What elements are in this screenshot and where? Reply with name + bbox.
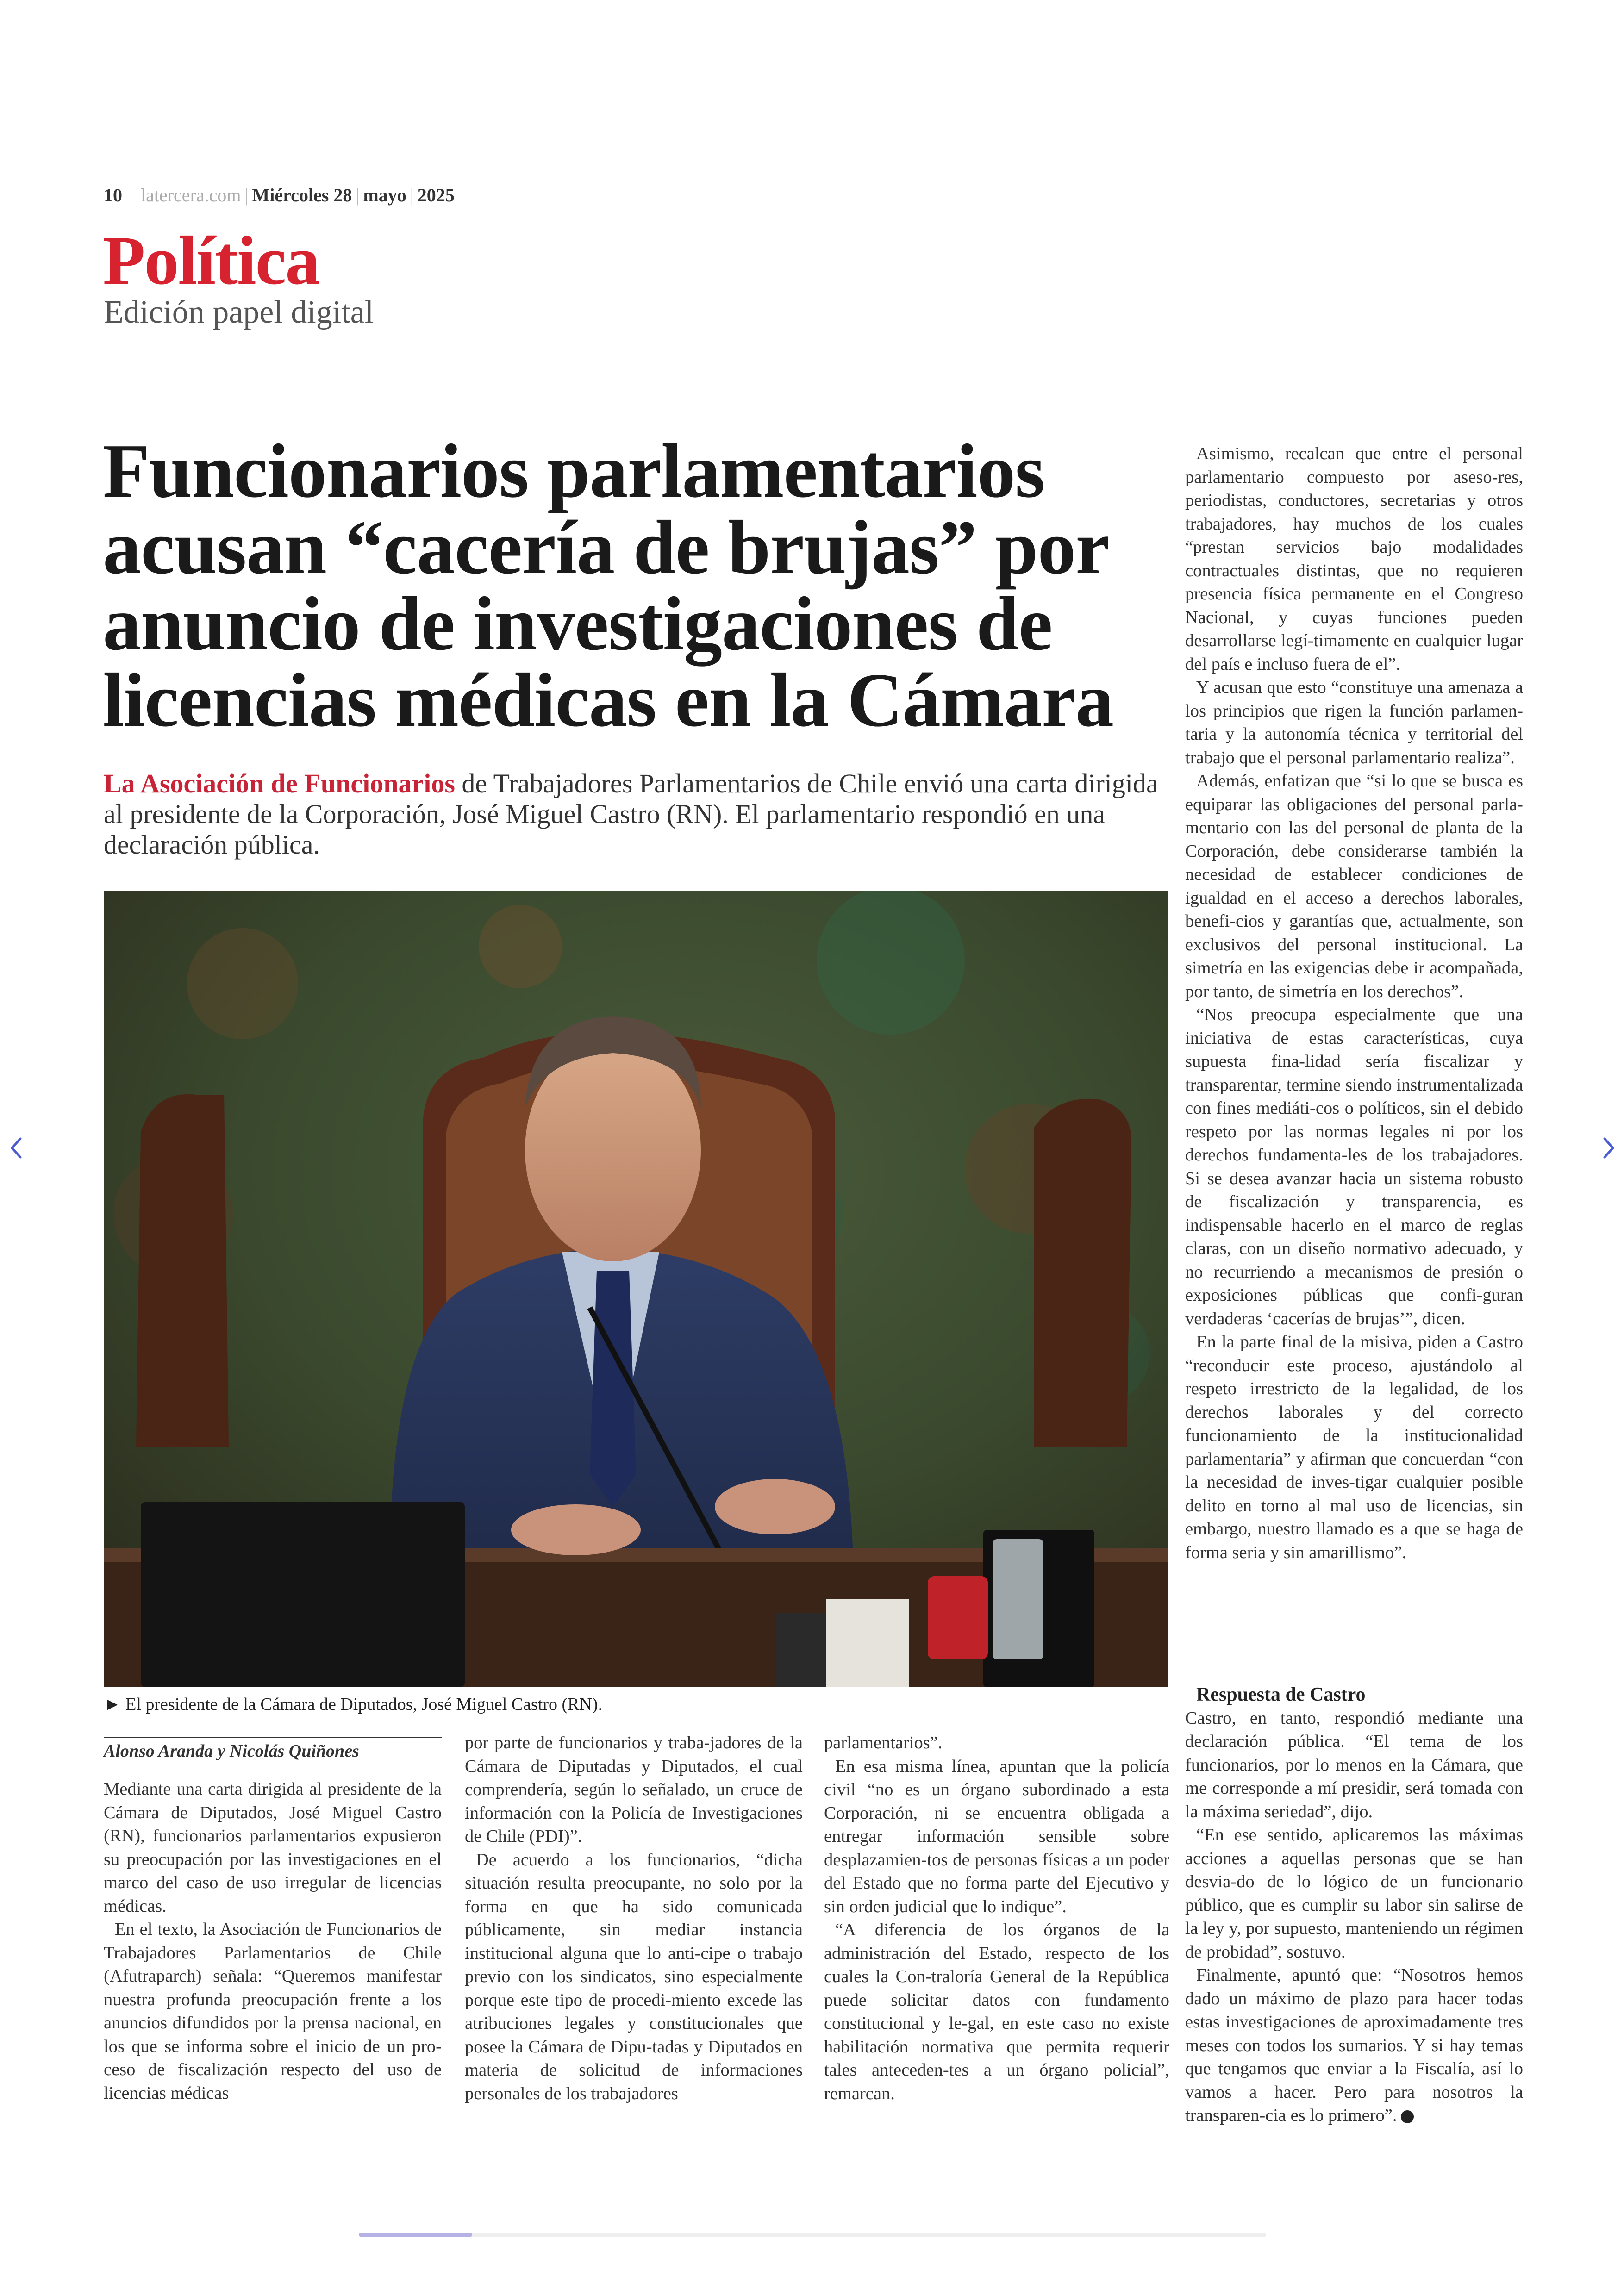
subhead: Respuesta de Castro bbox=[1196, 1684, 1366, 1705]
paragraph: parlamentarios”. bbox=[824, 1733, 943, 1752]
paragraph bbox=[1185, 1964, 1523, 2127]
end-mark-icon bbox=[1401, 2110, 1414, 2123]
photo-illustration bbox=[104, 891, 1168, 1687]
paragraph: En el texto, la Asociación de Funcionarios de Trabajadores Parlamentarios de Chile (Afutraparch) señala: “Queremos manifestar nuestra profunda preocupación frente a los anuncios difundidos por la prensa nacional, en los que se informa sobre el inicio de un pro-ceso de fiscalización respecto del uso de licencias médicas bbox=[104, 1920, 442, 2103]
page-scroll-track[interactable] bbox=[359, 2233, 1266, 2237]
page-scroll-thumb[interactable] bbox=[359, 2233, 472, 2237]
article-photo bbox=[104, 891, 1168, 1687]
section-title: Política bbox=[103, 222, 319, 299]
paragraph: Castro, en tanto, respondió mediante una declaración pública. “El tema de los funcionarios, por lo menos en la Cámara, que me corresponde a mí presidir, será tomada con la máxima seriedad”, dijo. bbox=[1185, 1708, 1523, 1821]
article-column-4 bbox=[1185, 442, 1523, 1564]
article-headline: Funcionarios parlamentarios acusan “cacería de brujas” por anuncio de investigaciones de licencias médicas en la Cámara bbox=[103, 428, 1113, 742]
page-number: 10 bbox=[104, 185, 122, 206]
photo-caption: ► El presidente de la Cámara de Diputados, José Miguel Castro (RN). bbox=[104, 1695, 603, 1714]
page-header: 10 latercera.com | Miércoles 28 | mayo | 2025 bbox=[104, 185, 455, 206]
article-lede bbox=[104, 768, 1182, 860]
chevron-left-icon bbox=[7, 1134, 26, 1162]
paragraph: Y acusan que esto “constituye una amenaza a los principios que rigen la función parlamen-taria y la autonomía técnica y territorial del trabajo que el personal parlamentario realiza”. bbox=[1185, 678, 1523, 767]
site-name: latercera.com bbox=[141, 185, 241, 206]
paragraph: “Nos preocupa especialmente que una iniciativa de estas características, cuya supuesta fina-lidad sería fiscalizar y transparentar, termine siendo instrumentalizada con fines mediáti-cos o políticos, sin el debido respeto por las normas legales ni por los derechos fundamenta-les de los trabajadores. Si se desea avanzar hacia un sistema robusto de fiscalización y transparencia, es indispensable hacerlo en el marco de reglas claras, con un diseño normativo adecuado, y no recurriendo a mecanismos de presión o exposiciones públicas que confi-guran verdaderas ‘cacerías de brujas’”, dicen. bbox=[1185, 1005, 1523, 1328]
paragraph: Mediante una carta dirigida al presidente de la Cámara de Diputados, José Miguel Castro (RN), funcionarios parlamentarios expusieron su preocupación por las investigaciones en el marco del caso de uso irregular de licencias médicas. bbox=[104, 1779, 442, 1916]
edition-label: Edición papel digital bbox=[104, 294, 374, 330]
paragraph: Asimismo, recalcan que entre el personal parlamentario compuesto por aseso-res, periodistas, conductores, secretarias y otros trabajadores, hay muchos de los cuales “prestan servicios bajo modalidades contractuales distintas, que no requieren presencia física permanente en el Congreso Nacional, y cuyas funciones pueden desarrollarse legí-timamente en cualquier lugar del país e incluso fuera de el”. bbox=[1185, 444, 1523, 674]
lede-text: de Trabajadores Parlamentarios de Chile envió una carta dirigida al presidente de la Corporación, José Miguel Castro (RN). El parlamentario respondió en una declaración pública. bbox=[104, 768, 1158, 860]
article-column-4-bottom bbox=[1185, 1683, 1523, 2127]
chevron-right-icon bbox=[1599, 1134, 1618, 1162]
paragraph: por parte de funcionarios y traba-jadores de la Cámara de Diputadas y Diputados, el cual comprendería, según lo señalado, un cruce de información con la Policía de Investigaciones de Chile (PDI)”. bbox=[465, 1733, 803, 1846]
article-column-2 bbox=[465, 1731, 803, 2105]
previous-page-button[interactable] bbox=[3, 1129, 31, 1166]
paragraph: “En ese sentido, aplicaremos las máximas acciones a aquellas personas que se han desvia-do de lo lógico de un funcionario público, que es cumplir su labor sin salirse de la ley y, por supuesto, manteniendo un régimen de probidad”, sostuvo. bbox=[1185, 1825, 1523, 1962]
paragraph: En esa misma línea, apuntan que la policía civil “no es un órgano subordinado a esta Corporación, ni se encuentra obligada a entregar información sensible sobre desplazamien-tos de personas físicas a un poder del Estado que no forma parte del Ejecutivo y sin orden judicial que lo indique”. bbox=[824, 1756, 1169, 1916]
article-column-3 bbox=[824, 1731, 1169, 2105]
header-month: mayo bbox=[363, 185, 406, 206]
header-year: 2025 bbox=[417, 185, 455, 206]
paragraph-text: Finalmente, apuntó que: “Nosotros hemos dado un máximo de plazo para hacer todas estas investigaciones de aproximadamente tres meses con todos los sumarios. Y si hay temas que tengamos que enviar a la Fiscalía, así lo vamos a hacer. Pero para nosotros la transparen-cia es lo primero”. bbox=[1185, 1965, 1523, 2125]
paragraph: En la parte final de la misiva, piden a Castro “reconducir este proceso, ajustándolo al respeto irrestricto de la legalidad, de los derechos laborales y del correcto funcionamiento de la institucionalidad parlamentaria” y afirman que concuerdan “con la necesidad de inves-tigar cualquier posible delito en torno al mal uso de licencias, sin embargo, nuestro llamado es a que se haga de forma seria y sin amarillismo”. bbox=[1185, 1332, 1523, 1562]
paragraph: “A diferencia de los órganos de la administración del Estado, respecto de los cuales la Con-traloría General de la República puede solicitar datos con fundamento constitucional y le-gal, en este caso no existe habilitación normativa que permita requerir tales anteceden-tes a un órgano policial”, remarcan. bbox=[824, 1920, 1169, 2103]
paragraph: De acuerdo a los funcionarios, “dicha situación resulta preocupante, no solo por la forma en que ha sido comunicada públicamente, sin mediar instancia institucional alguna que lo anti-cipe o trabajo previo con los sindicatos, sino especialmente porque este tipo de procedi-miento excede las atribuciones legales y constitucionales que posee la Cámara de Dipu-tadas y Diputados en materia de solicitud de informaciones personales de los trabajadores bbox=[465, 1850, 803, 2103]
next-page-button[interactable] bbox=[1594, 1129, 1622, 1166]
header-date: Miércoles 28 bbox=[252, 185, 352, 206]
article-column-1 bbox=[104, 1777, 442, 2105]
lede-highlight: La Asociación de Funcionarios bbox=[104, 768, 455, 798]
paragraph: Además, enfatizan que “si lo que se busca es equiparar las obligaciones del personal parla-mentario con las del personal de planta de la Corporación, debe considerarse también la necesidad de establecer condiciones de igualdad en el acceso a derechos laborales, benefi-cios y garantías que, actualmente, son exclusivos del personal institucional. La simetría en las exigencias debe ir acompañada, por tanto, de simetría en los derechos”. bbox=[1185, 771, 1523, 1001]
byline: Alonso Aranda y Nicolás Quiñones bbox=[104, 1737, 442, 1761]
